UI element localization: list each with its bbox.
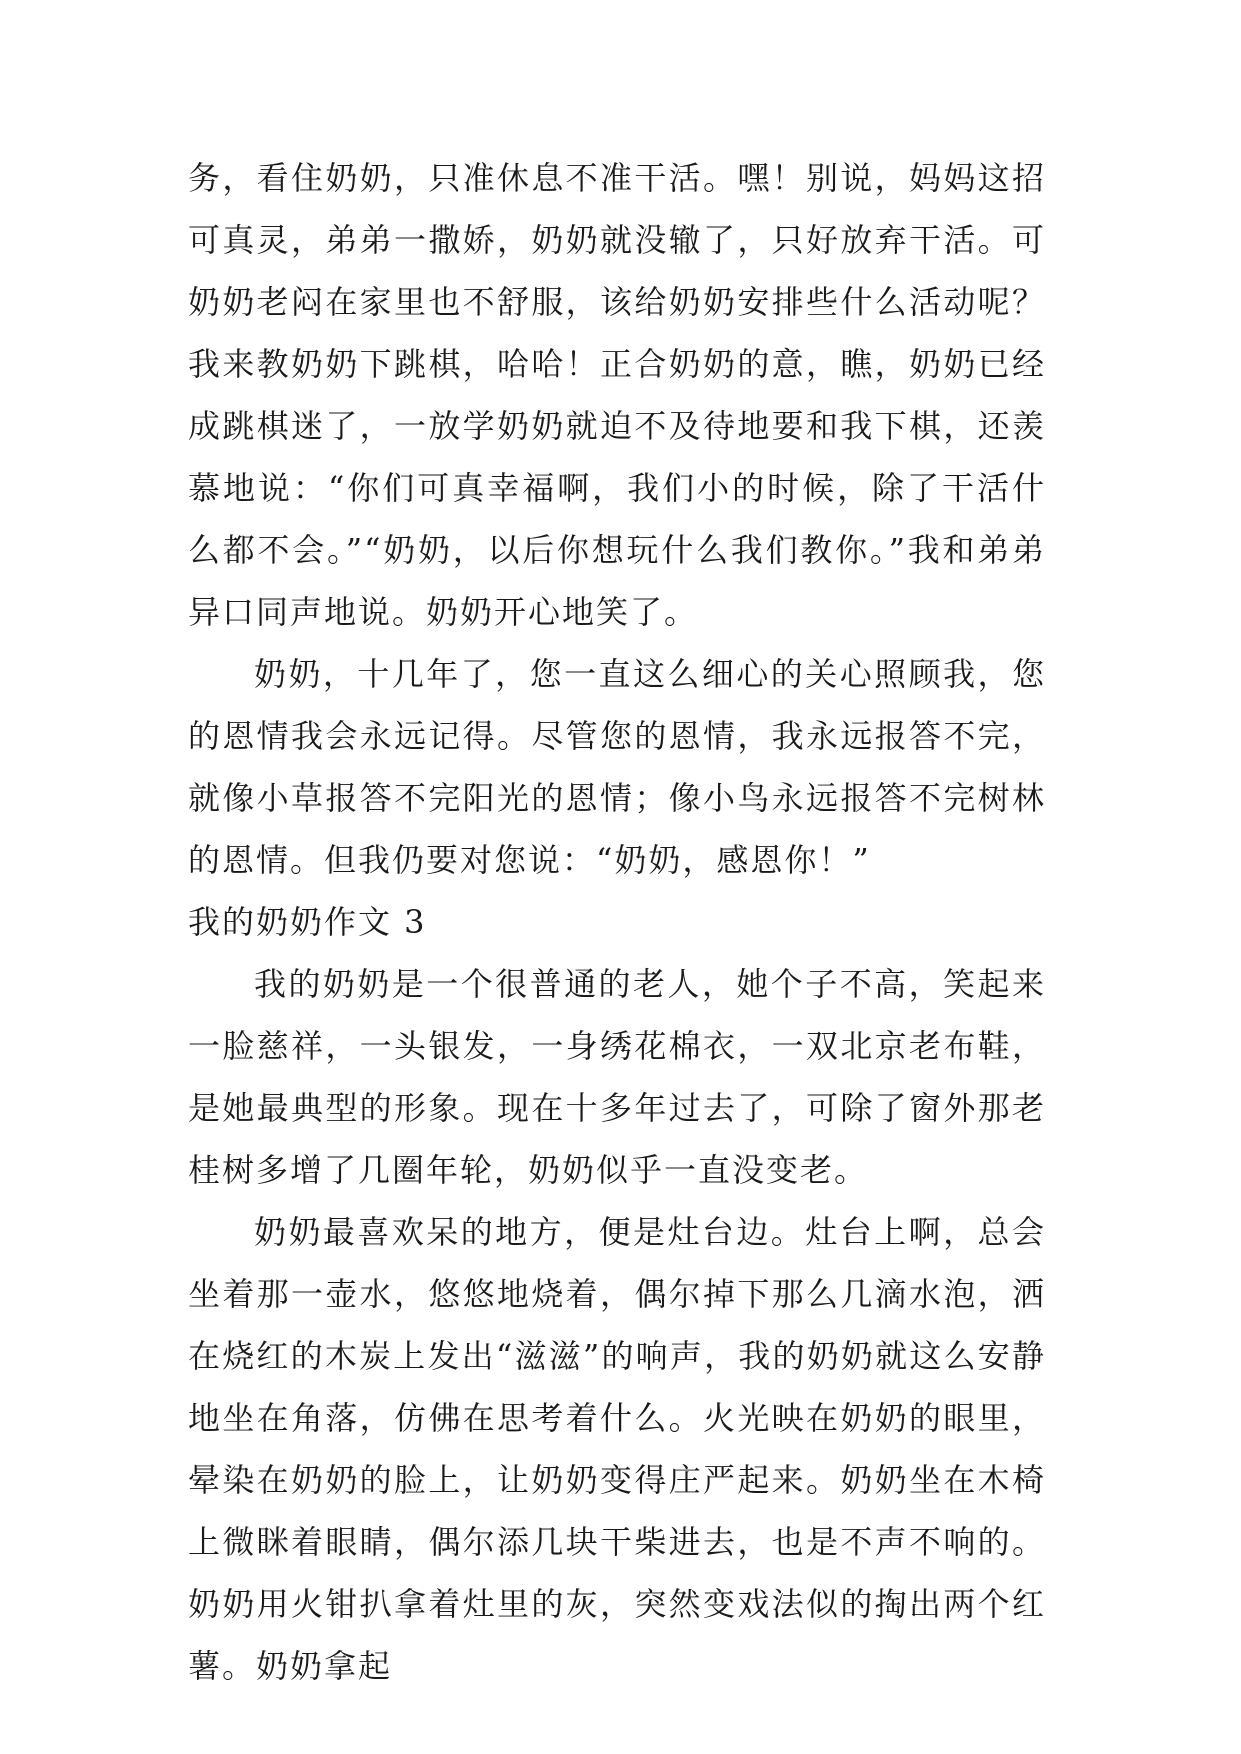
document-body <box>188 147 1046 1697</box>
paragraph-gratitude: 奶奶，十几年了，您一直这么细心的关心照顾我，您的恩情我会永远记得。尽管您的恩情，我永远报答不完，就像小草报答不完阳光的恩情；像小鸟永远报答不完树林的恩情。但我仍要对您说：“奶奶，感恩你！” <box>188 655 1046 879</box>
paragraph-stove: 奶奶最喜欢呆的地方，便是灶台边。灶台上啊，总会坐着那一壶水，悠悠地烧着，偶尔掉下那么几滴水泡，洒在烧红的木炭上发出“滋滋”的响声，我的奶奶就这么安静地坐在角落，仿佛在思考着什么。火光映在奶奶的眼里，晕染在奶奶的脸上，让奶奶变得庄严起来。奶奶坐在木椅上微眯着眼睛，偶尔添几块干柴进去，也是不声不响的。奶奶用火钳扒拿着灶里的灰，突然变戏法似的掏出两个红薯。奶奶拿起 <box>188 1213 1046 1685</box>
paragraph-continuation: 务，看住奶奶，只准休息不准干活。嘿！别说，妈妈这招可真灵，弟弟一撒娇，奶奶就没辙了，只好放弃干活。可奶奶老闷在家里也不舒服，该给奶奶安排些什么活动呢？我来教奶奶下跳棋，哈哈！正合奶奶的意，瞧，奶奶已经成跳棋迷了，一放学奶奶就迫不及待地要和我下棋，还羡慕地说：“你们可真幸福啊，我们小的时候，除了干活什么都不会。”“奶奶，以后你想玩什么我们教你。”我和弟弟异口同声地说。奶奶开心地笑了。 <box>188 159 1046 631</box>
section-title: 我的奶奶作文 3 <box>188 903 427 941</box>
paragraph-description: 我的奶奶是一个很普通的老人，她个子不高，笑起来一脸慈祥，一头银发，一身绣花棉衣，一双北京老布鞋，是她最典型的形象。现在十多年过去了，可除了窗外那老桂树多增了几圈年轮，奶奶似乎一直没变老。 <box>188 965 1046 1189</box>
